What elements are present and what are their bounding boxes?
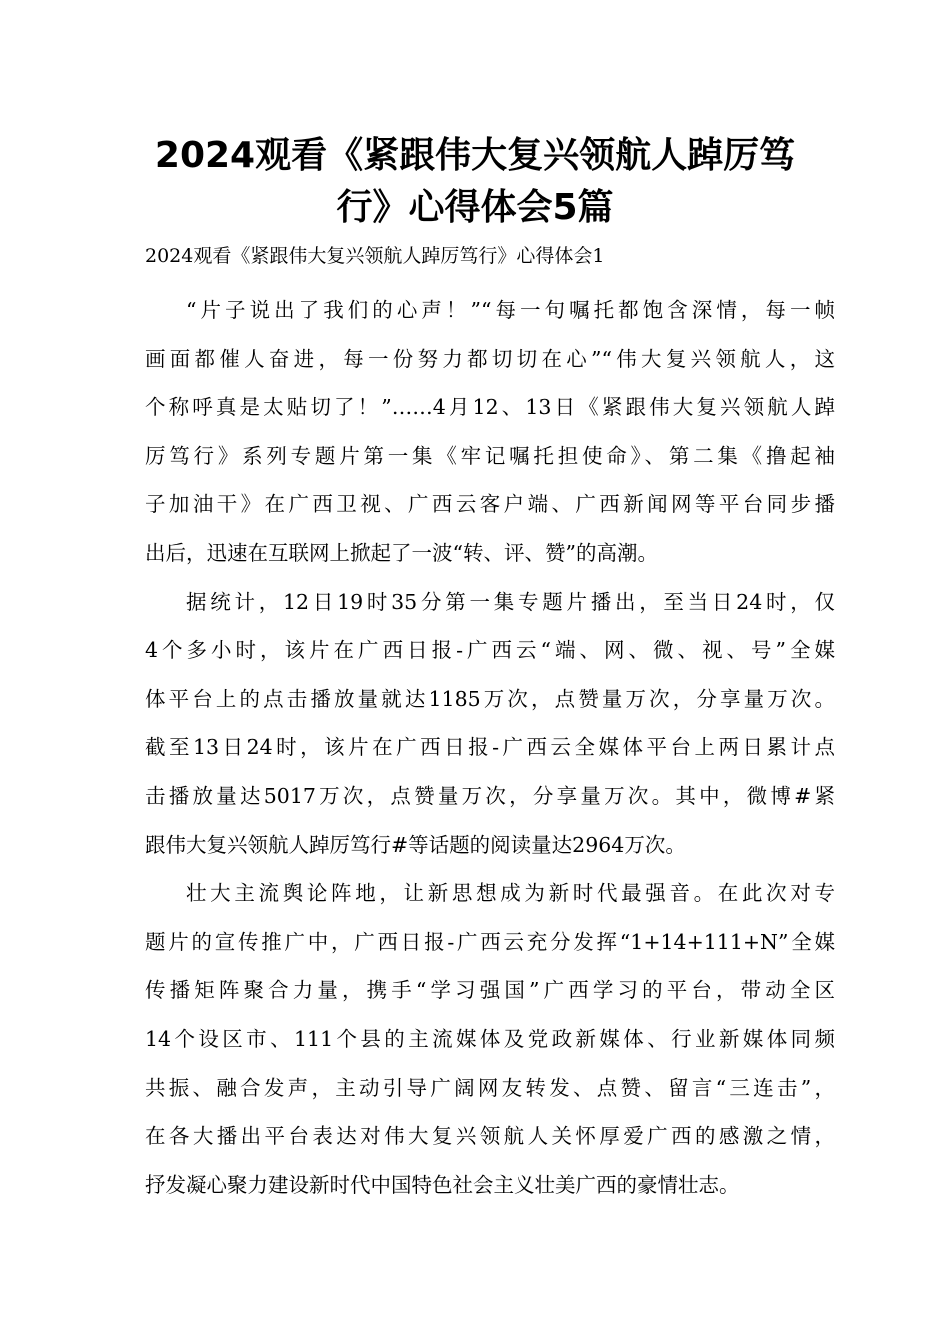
text-line: 出后，迅速在互联网上掀起了一波“转、评、赞”的高潮。: [145, 540, 658, 565]
text-line: 体平台上的点击播放量就达1185万次，点赞量万次，分享量万次。: [145, 686, 835, 711]
paragraph: [145, 578, 835, 870]
title-line: 2024观看《紧跟伟大复兴领航人踔厉笃: [154, 135, 796, 176]
text-line: 厉笃行》系列专题片第一集《牢记嘱托担使命》、第二集《撸起袖: [145, 443, 835, 468]
text-line: “片子说出了我们的心声！”“每一句嘱托都饱含深情，每一帧: [186, 298, 835, 322]
text-line: 题片的宣传推广中，广西日报-广西云充分发挥“1+14+111+N”全媒: [145, 929, 835, 954]
document-body: [145, 286, 835, 1209]
text-line: 画面都催人奋进，每一份努力都切切在心”“伟大复兴领航人，这: [145, 346, 835, 371]
text-line: 击播放量达5017万次，点赞量万次，分享量万次。其中，微博#紧: [145, 783, 835, 808]
text-line: 4个多小时，该片在广西日报-广西云“端、网、微、视、号”全媒: [145, 638, 835, 663]
paragraph: [145, 286, 835, 578]
document-title: [80, 130, 870, 234]
section-heading: 2024观看《紧跟伟大复兴领航人踔厉笃行》心得体会1: [145, 245, 605, 267]
text-line: 个称呼真是太贴切了！”……4月12、13日《紧跟伟大复兴领航人踔: [145, 395, 835, 420]
title-line: 行》心得体会5篇: [336, 187, 614, 228]
text-line: 壮大主流舆论阵地，让新思想成为新时代最强音。在此次对专: [186, 881, 835, 906]
text-line: 共振、融合发声，主动引导广阔网友转发、点赞、留言“三连击”，: [145, 1075, 835, 1100]
text-line: 14个设区市、111个县的主流媒体及党政新媒体、行业新媒体同频: [145, 1026, 835, 1051]
text-line: 据统计，12日19时35分第一集专题片播出，至当日24时，仅: [186, 589, 835, 614]
text-line: 传播矩阵聚合力量，携手“学习强国”广西学习的平台，带动全区: [145, 978, 835, 1003]
text-line: 子加油干》在广西卫视、广西云客户端、广西新闻网等平台同步播: [145, 492, 835, 517]
text-line: 在各大播出平台表达对伟大复兴领航人关怀厚爱广西的感激之情，: [145, 1124, 835, 1149]
text-line: 跟伟大复兴领航人踔厉笃行#等话题的阅读量达2964万次。: [145, 832, 686, 857]
text-line: 抒发凝心聚力建设新时代中国特色社会主义壮美广西的豪情壮志。: [145, 1172, 740, 1197]
text-line: 截至13日24时，该片在广西日报-广西云全媒体平台上两日累计点: [145, 735, 835, 760]
paragraph: [145, 869, 835, 1209]
